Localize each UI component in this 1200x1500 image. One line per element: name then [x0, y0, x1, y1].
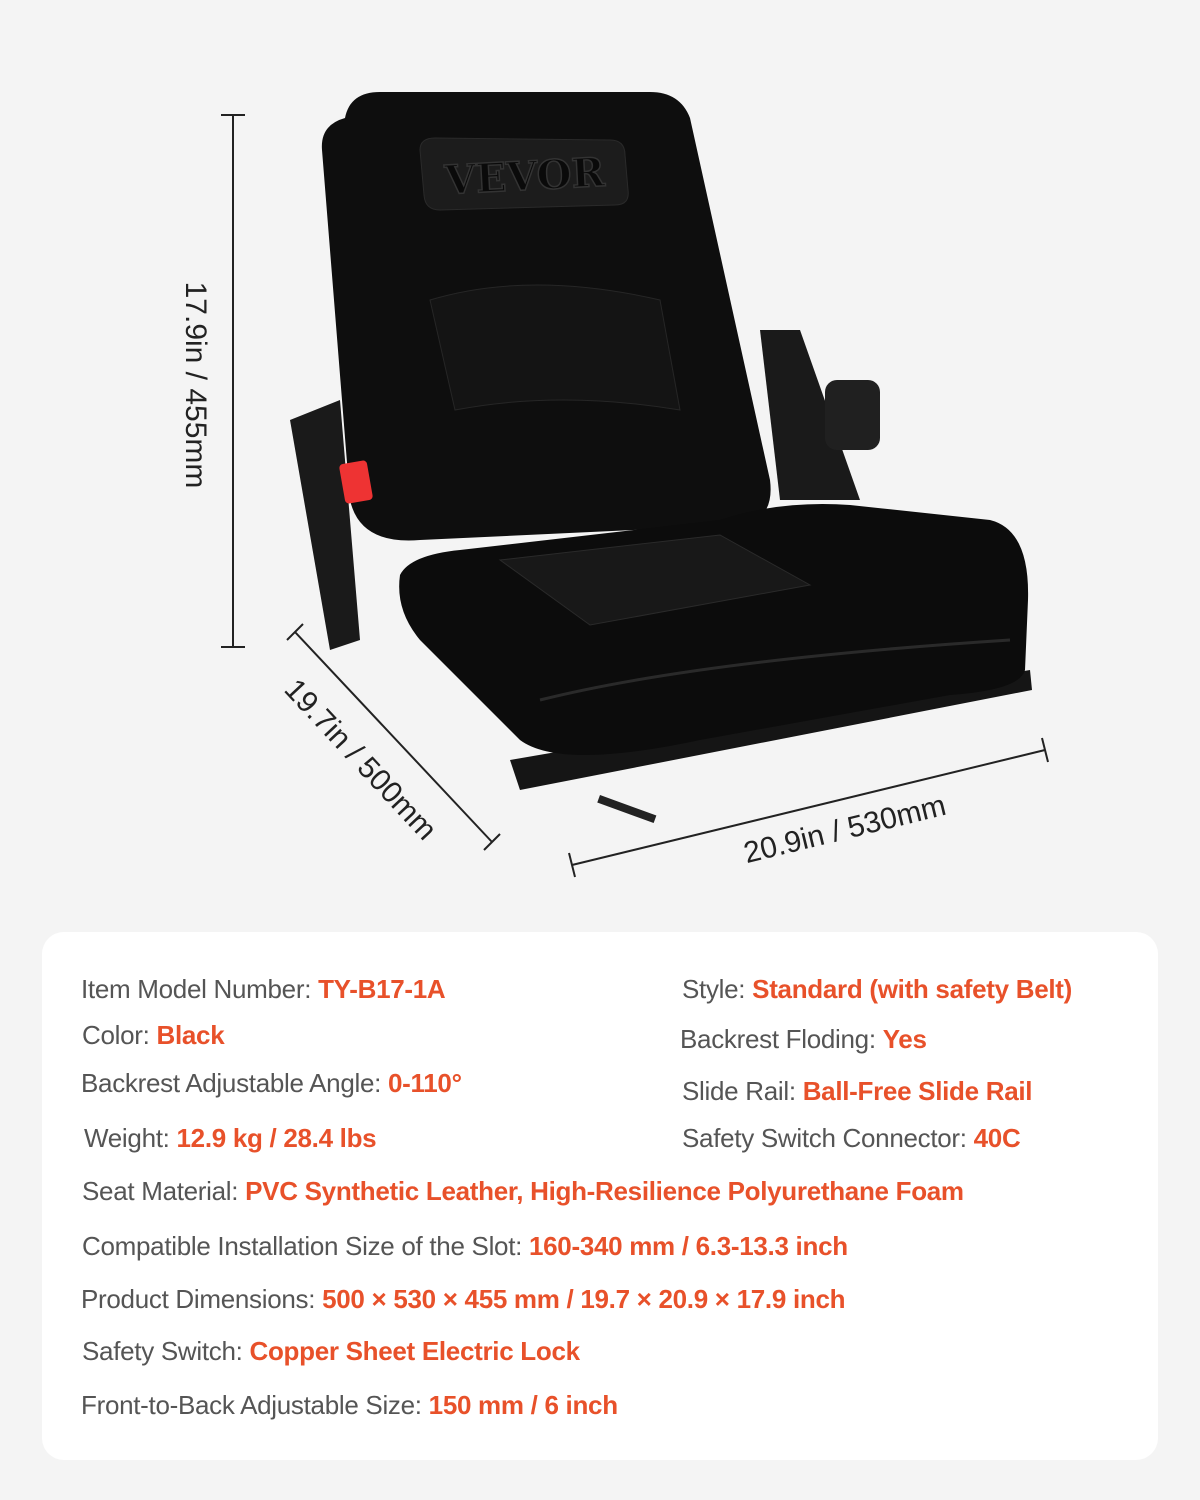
spec-model: Item Model Number: TY-B17-1A — [81, 974, 446, 1004]
spec-slot: Compatible Installation Size of the Slot: 160-340 mm / 6.3-13.3 inch — [82, 1231, 848, 1261]
spec-angle: Backrest Adjustable Angle: 0-110° — [81, 1068, 462, 1098]
spec-rail: Slide Rail: Ball-Free Slide Rail — [682, 1076, 1033, 1106]
spec-folding: Backrest Floding: Yes — [680, 1024, 927, 1054]
spec-connector: Safety Switch Connector: 40C — [682, 1123, 1021, 1153]
vevor-logo-emboss: VEVOR — [443, 148, 606, 205]
depth-dimension-label: 19.7in / 500mm — [277, 672, 443, 847]
width-dimension-label: 20.9in / 530mm — [740, 788, 950, 871]
spec-adjust-size: Front-to-Back Adjustable Size: 150 mm / 6 inch — [81, 1390, 618, 1420]
spec-safety-switch: Safety Switch: Copper Sheet Electric Lock — [82, 1336, 580, 1366]
spec-weight: Weight: 12.9 kg / 28.4 lbs — [84, 1123, 377, 1153]
spec-product-dimensions: Product Dimensions: 500 × 530 × 455 mm / 19.7 × 20.9 × 17.9 inch — [81, 1284, 846, 1314]
spec-style: Style: Standard (with safety Belt) — [682, 974, 1072, 1004]
height-dimension-label: 17.9in / 455mm — [179, 281, 212, 489]
spec-color: Color: Black — [82, 1020, 225, 1050]
spec-material: Seat Material: PVC Synthetic Leather, High-Resilience Polyurethane Foam — [82, 1176, 964, 1206]
